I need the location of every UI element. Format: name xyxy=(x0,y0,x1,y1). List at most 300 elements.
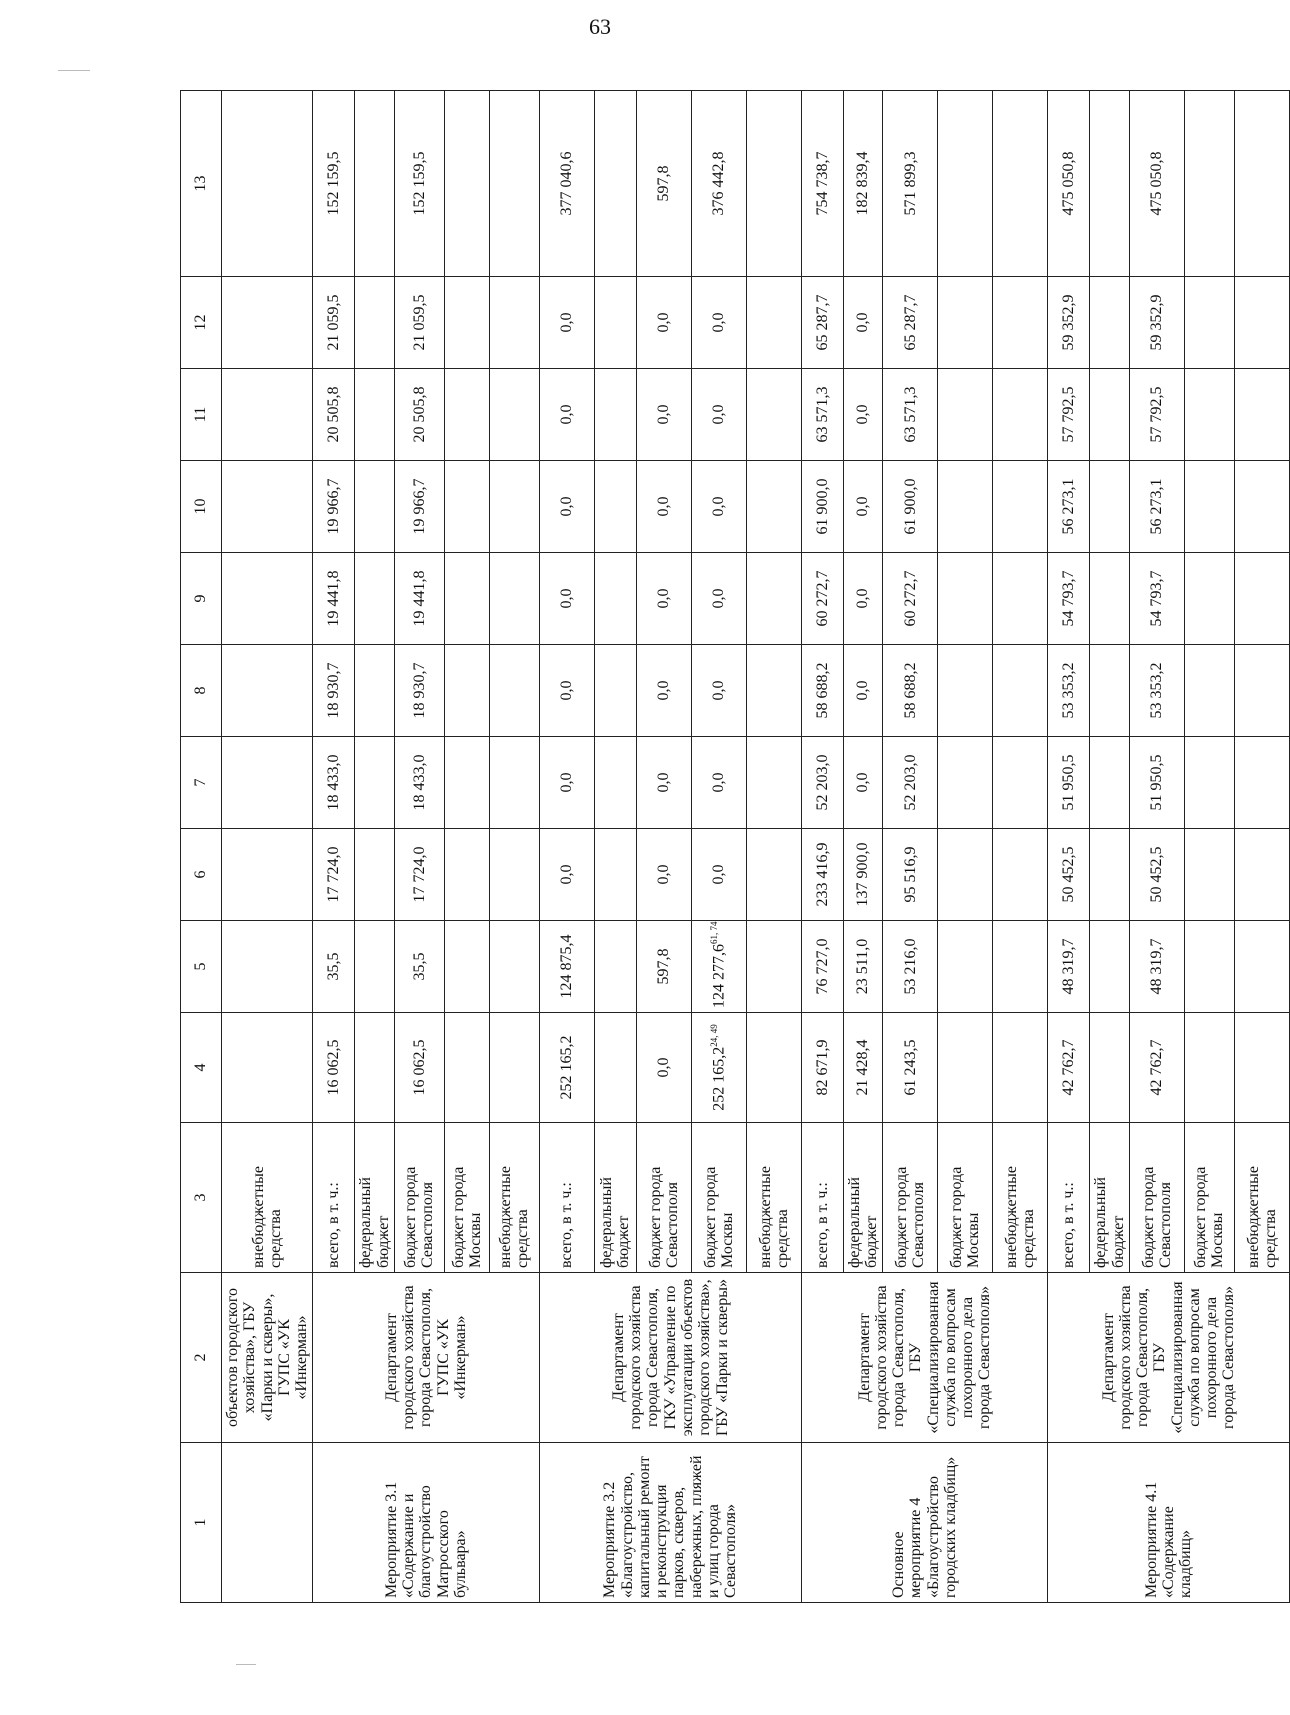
value-text: 0,0 xyxy=(655,496,673,517)
value-text: 54 793,7 xyxy=(1060,570,1078,627)
value-cell xyxy=(993,277,1048,369)
value-text: 19 966,7 xyxy=(325,478,343,535)
value-text: 0,0 xyxy=(655,772,673,793)
value-cell xyxy=(1184,829,1234,921)
value-cell xyxy=(1184,461,1234,553)
value-cell xyxy=(691,553,746,645)
value-cell xyxy=(938,829,993,921)
value-text: 252 165,2 xyxy=(558,1035,576,1100)
value-cell xyxy=(883,369,938,461)
value-text: 0,0 xyxy=(710,404,728,425)
value-text: 0,0 xyxy=(558,588,576,609)
value-text: 42 762,7 xyxy=(1060,1039,1078,1096)
column-header: 6 xyxy=(181,829,222,921)
value-cell xyxy=(1090,553,1130,645)
value-text: 0,0 xyxy=(655,588,673,609)
value-cell xyxy=(1129,277,1184,369)
funding-source-cell: бюджет города Москвы xyxy=(444,1123,489,1273)
value-cell xyxy=(883,553,938,645)
funding-source-cell: бюджет города Москвы xyxy=(691,1123,746,1273)
table-row xyxy=(313,91,355,1603)
value-cell xyxy=(1234,829,1289,921)
value-cell xyxy=(746,737,801,829)
value-cell xyxy=(636,461,691,553)
value-cell xyxy=(444,553,489,645)
value-cell xyxy=(843,921,883,1013)
value-cell xyxy=(843,1013,883,1123)
value-cell xyxy=(222,369,313,461)
value-text: 52 203,0 xyxy=(901,754,919,811)
value-cell xyxy=(355,1013,395,1123)
value-text: 65 287,7 xyxy=(813,294,831,351)
value-cell xyxy=(594,737,636,829)
value-cell xyxy=(1234,1013,1289,1123)
value-cell xyxy=(444,921,489,1013)
funding-source-cell: бюджет города Севастополя xyxy=(394,1123,444,1273)
value-text: 76 727,0 xyxy=(813,938,831,995)
value-cell xyxy=(801,277,843,369)
value-text: 56 273,1 xyxy=(1060,478,1078,535)
value-text: 0,0 xyxy=(558,680,576,701)
value-text: 57 792,5 xyxy=(1148,386,1166,443)
value-cell xyxy=(1129,91,1184,277)
value-cell xyxy=(1090,829,1130,921)
value-cell xyxy=(355,277,395,369)
funding-source-cell: федеральный бюджет xyxy=(594,1123,636,1273)
value-cell xyxy=(843,277,883,369)
value-cell xyxy=(746,553,801,645)
value-cell xyxy=(355,645,395,737)
value-cell xyxy=(489,369,539,461)
value-cell xyxy=(539,553,594,645)
event-name-cell: Мероприятие 4.1 «Содержание кладбищ» xyxy=(1048,1443,1290,1603)
column-header: 4 xyxy=(181,1013,222,1123)
value-text: 0,0 xyxy=(710,680,728,701)
value-cell xyxy=(1090,921,1130,1013)
column-header: 8 xyxy=(181,645,222,737)
value-cell xyxy=(801,829,843,921)
value-cell xyxy=(1090,645,1130,737)
value-cell xyxy=(489,277,539,369)
table-row xyxy=(1048,91,1090,1603)
value-cell xyxy=(594,921,636,1013)
value-cell xyxy=(594,829,636,921)
value-text: 61 900,0 xyxy=(901,478,919,535)
value-cell xyxy=(746,461,801,553)
value-cell xyxy=(313,1013,355,1123)
value-text: 152 159,5 xyxy=(325,151,343,216)
funding-source-cell: бюджет города Севастополя xyxy=(883,1123,938,1273)
value-cell xyxy=(444,369,489,461)
value-cell xyxy=(355,461,395,553)
value-text: 59 352,9 xyxy=(1060,294,1078,351)
value-cell xyxy=(1048,277,1090,369)
value-cell xyxy=(444,645,489,737)
value-text: 0,0 xyxy=(558,772,576,793)
footnote-ref: 61, 74 xyxy=(709,921,720,944)
value-cell xyxy=(1048,737,1090,829)
value-text: 23 511,0 xyxy=(854,938,872,995)
value-cell xyxy=(394,737,444,829)
value-cell xyxy=(883,645,938,737)
value-cell xyxy=(222,921,313,1013)
funding-source-cell: всего, в т. ч.: xyxy=(1048,1123,1090,1273)
value-text: 597,8 xyxy=(655,165,673,202)
value-cell xyxy=(355,553,395,645)
value-cell xyxy=(636,829,691,921)
value-cell xyxy=(746,277,801,369)
value-cell xyxy=(993,645,1048,737)
value-cell xyxy=(594,553,636,645)
value-cell xyxy=(883,91,938,277)
value-cell xyxy=(1048,91,1090,277)
value-text: 0,0 xyxy=(655,404,673,425)
value-text: 0,0 xyxy=(655,1057,673,1078)
value-text: 0,0 xyxy=(854,496,872,517)
value-cell xyxy=(1234,461,1289,553)
executor-cell: Департамент городского хозяйства города Севастополя, ГБУ «Специализированная служба по вопросам похоронного дела города Севастополя» xyxy=(1048,1273,1290,1443)
column-header: 13 xyxy=(181,91,222,277)
value-cell xyxy=(746,829,801,921)
value-cell xyxy=(594,645,636,737)
column-header: 1 xyxy=(181,1443,222,1603)
value-cell xyxy=(1048,461,1090,553)
column-header: 5 xyxy=(181,921,222,1013)
value-cell xyxy=(394,369,444,461)
value-cell xyxy=(993,921,1048,1013)
value-cell xyxy=(313,737,355,829)
value-cell xyxy=(222,645,313,737)
value-cell xyxy=(1090,737,1130,829)
value-text: 21 428,4 xyxy=(854,1039,872,1096)
funding-source-cell: внебюджетные средства xyxy=(746,1123,801,1273)
column-header: 2 xyxy=(181,1273,222,1443)
executor-cell: Департамент городского хозяйства города Севастополя, ГУПС «УК «Инкерман» xyxy=(313,1273,540,1443)
value-text: 65 287,7 xyxy=(901,294,919,351)
value-cell xyxy=(222,91,313,277)
value-cell xyxy=(394,461,444,553)
funding-source-cell: внебюджетные средства xyxy=(993,1123,1048,1273)
value-cell xyxy=(222,829,313,921)
value-text: 48 319,7 xyxy=(1148,938,1166,995)
value-text: 152 159,5 xyxy=(410,151,428,216)
value-cell xyxy=(1090,1013,1130,1123)
value-text: 0,0 xyxy=(710,864,728,885)
value-cell xyxy=(993,369,1048,461)
value-cell xyxy=(691,921,746,1013)
value-cell xyxy=(691,461,746,553)
value-cell xyxy=(843,829,883,921)
value-cell xyxy=(938,921,993,1013)
value-text: 0,0 xyxy=(655,864,673,885)
value-cell xyxy=(1048,921,1090,1013)
value-text: 0,0 xyxy=(710,588,728,609)
value-cell xyxy=(222,1013,313,1123)
value-cell xyxy=(636,921,691,1013)
value-cell xyxy=(539,829,594,921)
value-cell xyxy=(444,461,489,553)
value-cell xyxy=(883,737,938,829)
event-name-cell xyxy=(222,1443,313,1603)
value-cell xyxy=(801,553,843,645)
table-row xyxy=(222,91,313,1603)
value-text: 0,0 xyxy=(558,496,576,517)
value-text: 63 571,3 xyxy=(901,386,919,443)
value-text: 16 062,5 xyxy=(325,1039,343,1096)
value-cell xyxy=(691,829,746,921)
value-cell xyxy=(489,737,539,829)
value-cell xyxy=(636,1013,691,1123)
funding-source-cell: внебюджетные средства xyxy=(489,1123,539,1273)
funding-source-cell: всего, в т. ч.: xyxy=(801,1123,843,1273)
value-text: 18 930,7 xyxy=(325,662,343,719)
value-text: 0,0 xyxy=(854,772,872,793)
value-cell xyxy=(1129,369,1184,461)
value-cell xyxy=(444,1013,489,1123)
column-header: 12 xyxy=(181,277,222,369)
funding-source-cell: всего, в т. ч.: xyxy=(539,1123,594,1273)
value-cell xyxy=(691,737,746,829)
value-cell xyxy=(993,553,1048,645)
value-text: 60 272,7 xyxy=(901,570,919,627)
value-cell xyxy=(993,737,1048,829)
value-cell xyxy=(1129,921,1184,1013)
value-cell xyxy=(444,91,489,277)
value-cell xyxy=(938,369,993,461)
value-text: 52 203,0 xyxy=(813,754,831,811)
value-text: 233 416,9 xyxy=(813,842,831,907)
value-cell xyxy=(883,829,938,921)
value-text: 19 441,8 xyxy=(325,570,343,627)
value-text: 42 762,7 xyxy=(1148,1039,1166,1096)
value-cell xyxy=(938,91,993,277)
value-text: 597,8 xyxy=(655,948,673,985)
value-cell xyxy=(539,461,594,553)
value-cell xyxy=(394,1013,444,1123)
value-cell xyxy=(843,645,883,737)
value-text: 20 505,8 xyxy=(410,386,428,443)
value-text: 376 442,8 xyxy=(710,151,728,216)
event-name-cell: Основное мероприятие 4 «Благоустройство городских кладбищ» xyxy=(801,1443,1048,1603)
value-text: 48 319,7 xyxy=(1060,938,1078,995)
value-cell xyxy=(1129,461,1184,553)
funding-source-cell: бюджет города Севастополя xyxy=(1129,1123,1184,1273)
funding-source-cell: федеральный бюджет xyxy=(1090,1123,1130,1273)
value-cell xyxy=(594,91,636,277)
value-text: 754 738,7 xyxy=(813,151,831,216)
value-cell xyxy=(444,737,489,829)
column-header: 9 xyxy=(181,553,222,645)
funding-source-cell: бюджет города Москвы xyxy=(938,1123,993,1273)
value-cell xyxy=(1129,553,1184,645)
value-cell xyxy=(489,921,539,1013)
value-cell xyxy=(1234,91,1289,277)
value-cell xyxy=(1184,91,1234,277)
value-cell xyxy=(594,277,636,369)
value-text: 53 353,2 xyxy=(1148,662,1166,719)
value-text: 16 062,5 xyxy=(410,1039,428,1096)
value-cell xyxy=(1184,369,1234,461)
value-cell xyxy=(883,921,938,1013)
value-cell xyxy=(313,829,355,921)
value-cell xyxy=(355,369,395,461)
value-cell xyxy=(222,553,313,645)
value-cell xyxy=(1184,737,1234,829)
budget-table xyxy=(180,90,1290,1603)
column-header: 11 xyxy=(181,369,222,461)
value-cell xyxy=(222,461,313,553)
value-cell xyxy=(1234,921,1289,1013)
value-text: 63 571,3 xyxy=(813,386,831,443)
value-cell xyxy=(1129,829,1184,921)
value-cell xyxy=(636,277,691,369)
event-name-cell: Мероприятие 3.1 «Содержание и благоустройство Матросского бульвара» xyxy=(313,1443,540,1603)
value-cell xyxy=(1048,369,1090,461)
value-cell xyxy=(801,91,843,277)
value-cell xyxy=(938,461,993,553)
executor-cell: Департамент городского хозяйства города Севастополя, ГБУ «Специализированная служба по вопросам похоронного дела города Севастополя» xyxy=(801,1273,1048,1443)
value-cell xyxy=(1184,277,1234,369)
value-text: 56 273,1 xyxy=(1148,478,1166,535)
value-text: 58 688,2 xyxy=(901,662,919,719)
value-cell xyxy=(594,369,636,461)
value-cell xyxy=(746,369,801,461)
value-cell xyxy=(394,91,444,277)
value-text: 475 050,8 xyxy=(1148,151,1166,216)
value-cell xyxy=(938,277,993,369)
value-cell xyxy=(801,369,843,461)
value-cell xyxy=(883,461,938,553)
value-text: 571 899,3 xyxy=(901,151,919,216)
value-cell xyxy=(636,91,691,277)
value-text: 17 724,0 xyxy=(325,846,343,903)
executor-cell: объектов городского хозяйства», ГБУ «Парки и скверы», ГУПС «УК «Инкерман» xyxy=(222,1273,313,1443)
value-cell xyxy=(1234,369,1289,461)
value-cell xyxy=(539,645,594,737)
value-text: 0,0 xyxy=(558,404,576,425)
value-text: 35,5 xyxy=(325,952,343,981)
value-text: 60 272,7 xyxy=(813,570,831,627)
value-text: 51 950,5 xyxy=(1060,754,1078,811)
value-text: 21 059,5 xyxy=(325,294,343,351)
value-cell xyxy=(313,921,355,1013)
value-cell xyxy=(394,829,444,921)
page-number: 63 xyxy=(589,14,611,39)
value-cell xyxy=(1184,553,1234,645)
value-cell xyxy=(594,461,636,553)
value-cell xyxy=(394,645,444,737)
funding-source-cell: всего, в т. ч.: xyxy=(313,1123,355,1273)
value-text: 50 452,5 xyxy=(1060,846,1078,903)
value-cell xyxy=(843,461,883,553)
value-cell xyxy=(801,737,843,829)
value-cell xyxy=(539,737,594,829)
value-cell xyxy=(801,461,843,553)
value-text: 252 165,2 xyxy=(710,1046,728,1111)
value-cell xyxy=(355,921,395,1013)
value-text: 18 433,0 xyxy=(410,754,428,811)
funding-source-cell: внебюджетные средства xyxy=(222,1123,313,1273)
value-cell xyxy=(394,553,444,645)
value-text: 19 441,8 xyxy=(410,570,428,627)
funding-source-cell: бюджет города Москвы xyxy=(1184,1123,1234,1273)
value-cell xyxy=(938,1013,993,1123)
header-row xyxy=(181,91,222,1603)
rotated-table-wrapper xyxy=(180,91,1279,1603)
value-cell xyxy=(355,829,395,921)
value-cell xyxy=(489,91,539,277)
value-cell xyxy=(636,553,691,645)
value-cell xyxy=(746,1013,801,1123)
value-cell xyxy=(489,645,539,737)
value-cell xyxy=(1184,921,1234,1013)
value-cell xyxy=(222,737,313,829)
value-text: 0,0 xyxy=(558,864,576,885)
value-cell xyxy=(636,737,691,829)
value-cell xyxy=(636,645,691,737)
value-cell xyxy=(1090,277,1130,369)
funding-source-cell: федеральный бюджет xyxy=(843,1123,883,1273)
value-cell xyxy=(394,277,444,369)
value-text: 18 930,7 xyxy=(410,662,428,719)
value-text: 95 516,9 xyxy=(901,846,919,903)
value-text: 61 900,0 xyxy=(813,478,831,535)
value-cell xyxy=(1129,737,1184,829)
value-cell xyxy=(1234,645,1289,737)
value-text: 0,0 xyxy=(854,680,872,701)
value-cell xyxy=(313,553,355,645)
value-cell xyxy=(691,277,746,369)
value-text: 0,0 xyxy=(710,496,728,517)
value-text: 53 216,0 xyxy=(901,938,919,995)
value-cell xyxy=(801,1013,843,1123)
scan-mark xyxy=(236,1664,256,1665)
value-cell xyxy=(489,461,539,553)
value-text: 18 433,0 xyxy=(325,754,343,811)
value-cell xyxy=(313,461,355,553)
value-cell xyxy=(313,369,355,461)
value-cell xyxy=(539,921,594,1013)
value-text: 53 353,2 xyxy=(1060,662,1078,719)
value-cell xyxy=(489,1013,539,1123)
value-cell xyxy=(539,1013,594,1123)
value-cell xyxy=(1048,645,1090,737)
value-cell xyxy=(691,91,746,277)
value-text: 0,0 xyxy=(854,404,872,425)
value-text: 51 950,5 xyxy=(1148,754,1166,811)
value-cell xyxy=(1234,553,1289,645)
value-cell xyxy=(313,277,355,369)
value-cell xyxy=(801,921,843,1013)
value-cell xyxy=(636,369,691,461)
table-row xyxy=(801,91,843,1603)
event-name-cell: Мероприятие 3.2 «Благоустройство, капитальный ремонт и реконструкция парков, скверов, набережных, пляжей и улиц города Севастополя» xyxy=(539,1443,801,1603)
value-text: 61 243,5 xyxy=(901,1039,919,1096)
value-cell xyxy=(843,91,883,277)
value-cell xyxy=(801,645,843,737)
column-header: 7 xyxy=(181,737,222,829)
value-cell xyxy=(993,91,1048,277)
value-text: 0,0 xyxy=(558,312,576,333)
value-cell xyxy=(1090,91,1130,277)
value-cell xyxy=(883,1013,938,1123)
value-text: 137 900,0 xyxy=(854,842,872,907)
value-cell xyxy=(539,277,594,369)
value-text: 124 875,4 xyxy=(558,934,576,999)
funding-source-cell: внебюджетные средства xyxy=(1234,1123,1289,1273)
value-text: 59 352,9 xyxy=(1148,294,1166,351)
value-cell xyxy=(1048,553,1090,645)
